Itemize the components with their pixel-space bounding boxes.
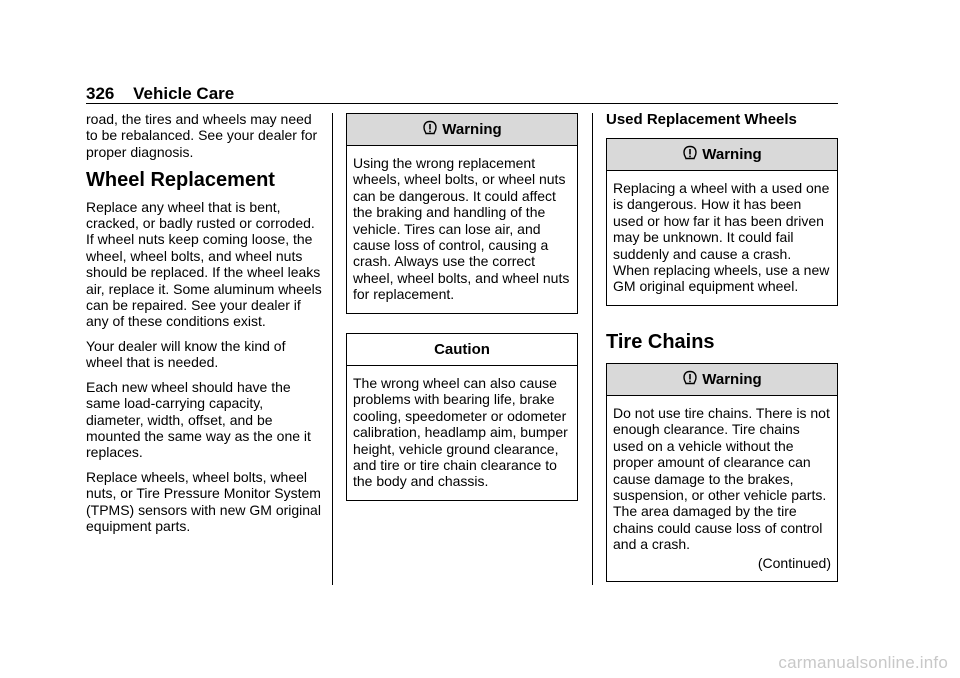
page-header: [86, 84, 234, 104]
caution-box: [346, 333, 578, 501]
warning-text: Replacing a wheel with a used one is dangerous. How it has been used or how far it has been driven may be unknown. It could fail suddenly and cause a crash. When replacing wheels, use a new GM original equipment wheel.: [613, 180, 830, 295]
warning-icon: [422, 117, 438, 148]
warning-text: Using the wrong replacement wheels, wheel bolts, or wheel nuts can be dangerous. It could affect the braking and handling of the vehicle. Tires can lose air, and cause loss of control, causing a crash. Always use the correct wheel, wheel bolts, and wheel nuts for replacement.: [353, 155, 570, 303]
wheel-replacement-heading: Wheel Replacement: [86, 169, 275, 192]
warning-header: [607, 364, 837, 396]
page-number: 326: [86, 84, 115, 103]
tire-chains-heading: Tire Chains: [606, 331, 715, 353]
warning-header: [347, 114, 577, 146]
section-title: Vehicle Care: [133, 84, 235, 103]
intro-paragraph: road, the tires and wheels may need to be rebalanced. See your dealer for proper diagnosis.: [86, 111, 318, 160]
paragraph: Your dealer will know the kind of wheel that is needed.: [86, 337, 286, 371]
paragraph: Each new wheel should have the same load-carrying capacity, diameter, width, offset, and be mounted the same way as the one it replaces.: [86, 378, 311, 461]
column-divider-1: [332, 113, 333, 585]
warning-icon: [682, 142, 698, 173]
warning-text: [607, 396, 837, 581]
paragraph: Replace any wheel that is bent, cracked, or badly rusted or corroded. If wheel nuts keep coming loose, the wheel, wheel bolts, and wheel nuts should be replaced. If the wheel leaks air, replace it. Some aluminum wheels can be repaired. See your dealer if any of these conditions exist.: [86, 198, 322, 330]
watermark: carmanualsonline.info: [778, 653, 948, 672]
column-divider-2: [592, 113, 593, 585]
tire-chains-warning-box: [606, 363, 838, 582]
caution-text: The wrong wheel can also cause problems with bearing life, brake cooling, speedometer or odometer calibration, headlamp aim, bumper height, vehicle ground clearance, and tire or tire chain clearance to the body and chassis.: [353, 375, 568, 490]
warning-icon: [682, 367, 698, 398]
continued-label: (Continued): [757, 554, 831, 571]
column-1: [86, 111, 324, 542]
used-wheels-heading: Used Replacement Wheels: [606, 111, 797, 128]
used-wheel-warning-box: [606, 138, 838, 306]
warning-header: [607, 139, 837, 171]
caution-title: Caution: [347, 334, 577, 366]
warning-body: Do not use tire chains. There is not enough clearance. Tire chains used on a vehicle without the proper amount of clearance can cause damage to the brakes, suspension, or other vehicle parts. The area damaged by the tire chains could cause loss of control and a crash.: [613, 405, 830, 553]
paragraph: Replace wheels, wheel bolts, wheel nuts, or Tire Pressure Monitor System (TPMS) sensors with new GM original equipment parts.: [86, 468, 321, 534]
warning-title: Warning: [702, 146, 762, 163]
warning-title: Warning: [702, 371, 762, 388]
warning-title: Warning: [442, 121, 502, 138]
header-rule: [86, 103, 838, 104]
wheel-warning-box: [346, 113, 578, 314]
